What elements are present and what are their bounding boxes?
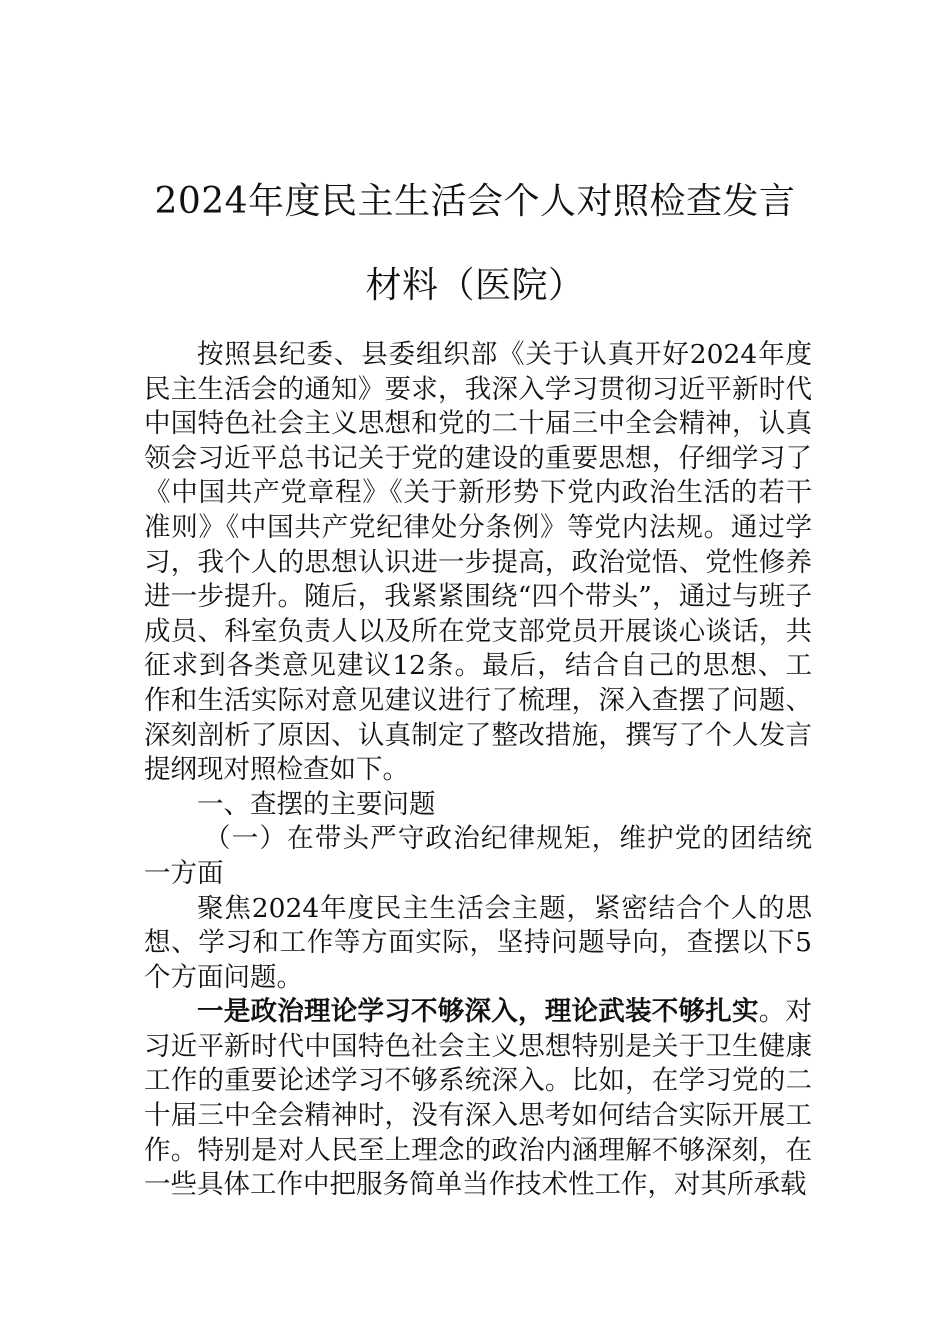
document-title: 2024年度民主生活会个人对照检查发言材料（医院） bbox=[154, 181, 796, 306]
intro-paragraph: 按照县纪委、县委组织部《关于认真开好2024年度民主生活会的通知》要求，我深入学习贯彻习近平新时代中国特色社会主义思想和党的二十届三中全会精神，认真领会习近平总书记关于党的建设的重要思想，仔细学习了《中国共产党章程》《关于新形势下党内政治生活的若干准则》《中国共产党纪律处分条例》等党内法规。通过学习，我个人的思想认识进一步提高，政治觉悟、党性修养进一步提升。随后，我紧紧围绕“四个带头”，通过与班子成员、科室负责人以及所在党支部党员开展谈心谈话，共征求到各类意见建议12条。最后，结合自己的思想、工作和生活实际对意见建议进行了梳理，深入查摆了问题、深刻剖析了原因、认真制定了整改措施，撰写了个人发言提纲现对照检查如下。 bbox=[144, 339, 812, 786]
problem-paragraph bbox=[144, 995, 812, 1203]
section-heading: 一、查摆的主要问题 bbox=[197, 788, 436, 820]
subsection-heading: （一）在带头严守政治纪律规矩，维护党的团结统一方面 bbox=[144, 823, 812, 889]
problem-lead: 一是政治理论学习不够深入，理论武装不够扎实 bbox=[197, 996, 759, 1028]
topic-paragraph: 聚焦2024年度民主生活会主题，紧密结合个人的思想、学习和工作等方面实际，坚持问题导向，查摆以下5个方面问题。 bbox=[144, 892, 812, 993]
document-body bbox=[144, 338, 812, 1203]
problem-detail: 。对习近平新时代中国特色社会主义思想特别是关于卫生健康工作的重要论述学习不够系统深入。比如，在学习党的二十届三中全会精神时，没有深入思考如何结合实际开展工作。特别是对人民至上理念的政治内涵理解不够深刻，在一些具体工作中把服务简单当作技术性工作，对其所承载 bbox=[144, 996, 812, 1201]
